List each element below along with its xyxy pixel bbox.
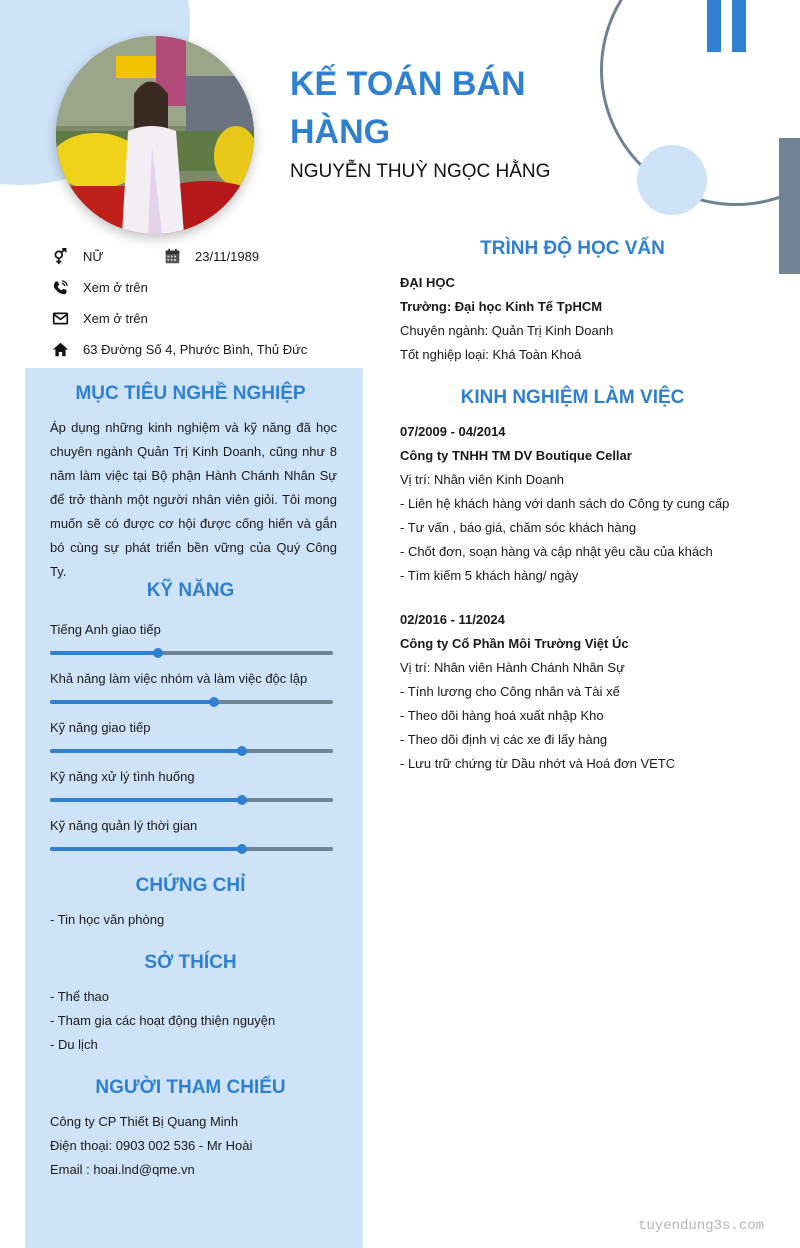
job-position: Vị trí: Nhân viên Kinh Doanh (400, 472, 565, 487)
job-company: Công ty Cổ Phần Môi Trường Việt Úc (400, 636, 629, 651)
hobby-item: - Tham gia các hoạt động thiện nguyện (50, 1013, 276, 1028)
hobbies-heading: SỞ THÍCH (144, 952, 237, 973)
job-duty: - Theo dõi định vị các xe đi lấy hàng (400, 732, 608, 747)
decorative-bar (732, 0, 746, 52)
skills-heading: KỸ NĂNG (146, 580, 235, 601)
job-duty: - Tìm kiếm 5 khách hàng/ ngày (400, 568, 579, 583)
education-school: Trường: Đại học Kinh Tế TpHCM (400, 299, 603, 314)
sidebar-panel (25, 368, 363, 1248)
decorative-dot (637, 145, 707, 215)
certificate-item: - Tin học văn phòng (50, 912, 165, 927)
gender-row (50, 244, 104, 268)
job-company: Công ty TNHH TM DV Boutique Cellar (400, 448, 632, 463)
phone-value: Xem ở trên (83, 279, 148, 295)
job-duty: - Tư vấn , báo giá, chăm sóc khách hàng (400, 520, 637, 535)
skill-bar-knob (237, 844, 247, 854)
decorative-side-bar (779, 138, 800, 274)
job-duty: - Tính lương cho Công nhân và Tài xế (400, 684, 620, 699)
certificates-heading: CHỨNG CHỈ (135, 875, 246, 896)
profile-photo (56, 36, 254, 234)
skill-bar-knob (209, 697, 219, 707)
reference-line: Điện thoại: 0903 002 536 - Mr Hoài (50, 1138, 253, 1153)
email-row (50, 306, 148, 330)
watermark: tuyendung3s.com (638, 1218, 765, 1234)
skill-bar-fill (50, 651, 158, 655)
job-duty: - Chốt đơn, soạn hàng và cập nhật yêu cầu của khách (400, 544, 713, 559)
skill-bar-fill (50, 749, 242, 753)
skill-bar (50, 749, 333, 753)
skill-bar-knob (153, 648, 163, 658)
experience-heading: KINH NGHIỆM LÀM VIỆC (460, 387, 685, 408)
envelope-icon (50, 308, 70, 328)
reference-line: Công ty CP Thiết Bị Quang Minh (50, 1114, 239, 1129)
education-heading: TRÌNH ĐỘ HỌC VẤN (480, 238, 665, 259)
gender-icon (50, 246, 70, 266)
skill-bar-fill (50, 700, 214, 704)
birthday-row (162, 244, 259, 268)
skill-label: Kỹ năng giao tiếp (50, 720, 151, 735)
references-heading: NGƯỜI THAM CHIẾU (95, 1077, 286, 1098)
email-value: Xem ở trên (83, 310, 148, 326)
phone-row (50, 275, 148, 299)
skill-bar-fill (50, 847, 242, 851)
education-grade: Tốt nghiệp loại: Khá Toàn Khoá (400, 347, 582, 362)
job-duty: - Theo dõi hàng hoá xuất nhập Kho (400, 708, 604, 723)
job-period: 02/2016 - 11/2024 (400, 612, 505, 627)
calendar-icon (162, 246, 182, 266)
skill-bar (50, 651, 333, 655)
skill-bar-fill (50, 798, 242, 802)
skill-bar-knob (237, 795, 247, 805)
decorative-bar (707, 0, 721, 52)
home-icon (50, 339, 70, 359)
education-major: Chuyên ngành: Quản Trị Kinh Doanh (400, 323, 614, 338)
address-row (50, 337, 307, 361)
skill-label: Khả năng làm việc nhóm và làm việc độc lập (50, 671, 308, 686)
job-period: 07/2009 - 04/2014 (400, 424, 506, 439)
skill-bar (50, 847, 333, 851)
objective-text: Áp dụng những kinh nghiệm và kỹ năng đã học chuyên ngành Quản Trị Kinh Doanh, cũng như 8 năm làm việc tại Bộ phận Hành Chánh Nhân Sự để trở thành một người nhân viên giỏi. Tôi mong muốn sẽ có được cơ hội được cống hiến và gắn bó cùng sự phát triển bền vững của Quý Công Ty. (50, 420, 337, 579)
skill-bar (50, 700, 333, 704)
hobby-item: - Du lịch (50, 1037, 98, 1052)
job-title: KẾ TOÁN BÁN HÀNG (290, 65, 526, 151)
job-position: Vị trí: Nhân viên Hành Chánh Nhân Sự (400, 660, 625, 675)
skill-label: Tiếng Anh giao tiếp (50, 622, 161, 637)
birthday-value: 23/11/1989 (195, 248, 260, 264)
skill-bar (50, 798, 333, 802)
objective-heading: MỤC TIÊU NGHỀ NGHIỆP (75, 383, 306, 404)
skill-label: Kỹ năng quản lý thời gian (50, 818, 198, 833)
full-name: NGUYỄN THUỲ NGỌC HẰNG (290, 161, 551, 182)
job-duty: - Liên hệ khách hàng với danh sách do Công ty cung cấp (400, 496, 730, 511)
job-duty: - Lưu trữ chứng từ Dầu nhớt và Hoá đơn VETC (400, 756, 676, 771)
hobby-item: - Thể thao (50, 989, 110, 1004)
gender-value: NỮ (83, 248, 104, 264)
address-value: 63 Đường Số 4, Phước Bình, Thủ Đức (83, 341, 308, 357)
skill-bar-knob (237, 746, 247, 756)
reference-line: Email : hoai.lnd@qme.vn (50, 1162, 195, 1177)
education-degree: ĐẠI HỌC (400, 275, 455, 290)
skill-label: Kỹ năng xử lý tình huống (50, 769, 195, 784)
phone-icon (50, 277, 70, 297)
